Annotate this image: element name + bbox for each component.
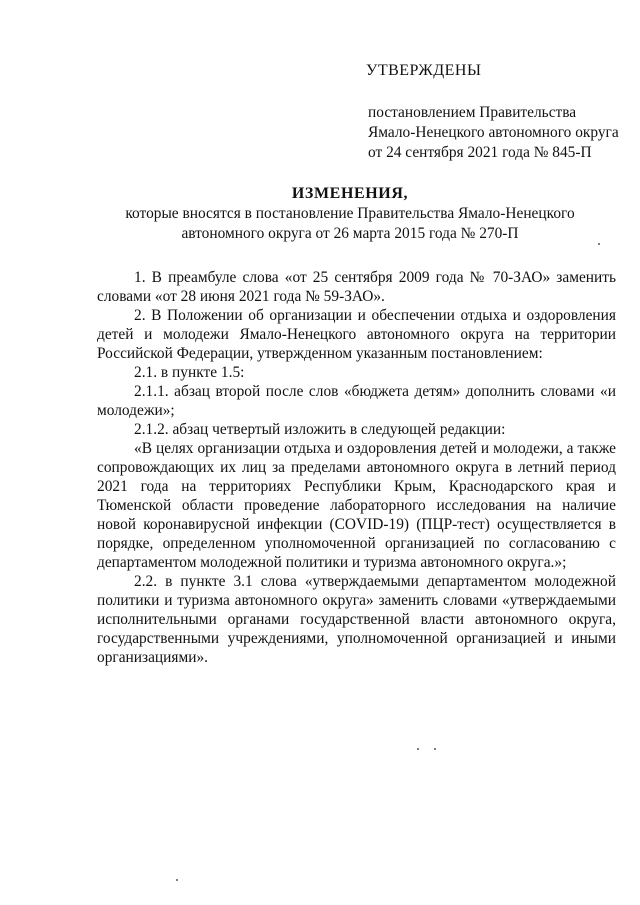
document-title: ИЗМЕНЕНИЯ, [291,185,409,202]
approval-heading: УТВЕРЖДЕНЫ [366,62,482,79]
paragraph: 2.1.2. абзац четвертый изложить в следующей редакции: [134,421,506,438]
paragraph: 2. В Положении об организации и обеспечении отдыха и оздоровления детей и молодежи Ямало-Ненецкого автономного округа на территории Российской Федерации, утвержденном указанным постановлением: [97,307,616,362]
paragraph: 1. В преамбуле слова «от 25 сентября 2009 года № 70-ЗАО» заменить словами «от 28 июня 2021 года № 59-ЗАО». [97,269,616,305]
paragraph: «В целях организации отдыха и оздоровления детей и молодежи, а также сопровождающих их лиц за пределами автономного округа в летний период 2021 года на территориях Республики Крым, Краснодарского края и Тюменской области проведение лабораторного исследования на наличие новой коронавирусной инфекции (COVID-19) (ПЦР-тест) осуществляется в порядке, определенном уполномоченной организацией по согласованию с департаментом молодежной политики и туризма автономного округа.»; [97,440,616,571]
scan-speck [176,879,178,881]
document-body [97,268,616,667]
scan-speck [417,748,419,750]
approval-line: постановлением Правительства [368,104,577,121]
scan-speck [434,748,436,750]
paragraph: 2.2. в пункте 3.1 слова «утверждаемыми департаментом молодежной политики и туризма автономного округа» заменить словами «утверждаемыми исполнительными органами государственной власти автономного округа, государственными учреждениями, уполномоченной организацией и иными организациями». [97,573,616,666]
paragraph: 2.1. в пункте 1.5: [134,364,245,381]
title-block [110,184,590,244]
scan-speck [598,243,600,245]
document-subtitle-line: которые вносятся в постановление Правительства Ямало-Ненецкого [125,205,575,222]
approval-line: от 24 сентября 2021 года № 845-П [368,144,592,161]
approval-stamp [362,60,622,163]
paragraph: 2.1.1. абзац второй после слов «бюджета детям» дополнить словами «и молодежи»; [97,383,616,419]
approval-line: Ямало-Ненецкого автономного округа [368,124,619,141]
document-subtitle-line: автономного округа от 26 марта 2015 года № 270-П [181,225,519,242]
